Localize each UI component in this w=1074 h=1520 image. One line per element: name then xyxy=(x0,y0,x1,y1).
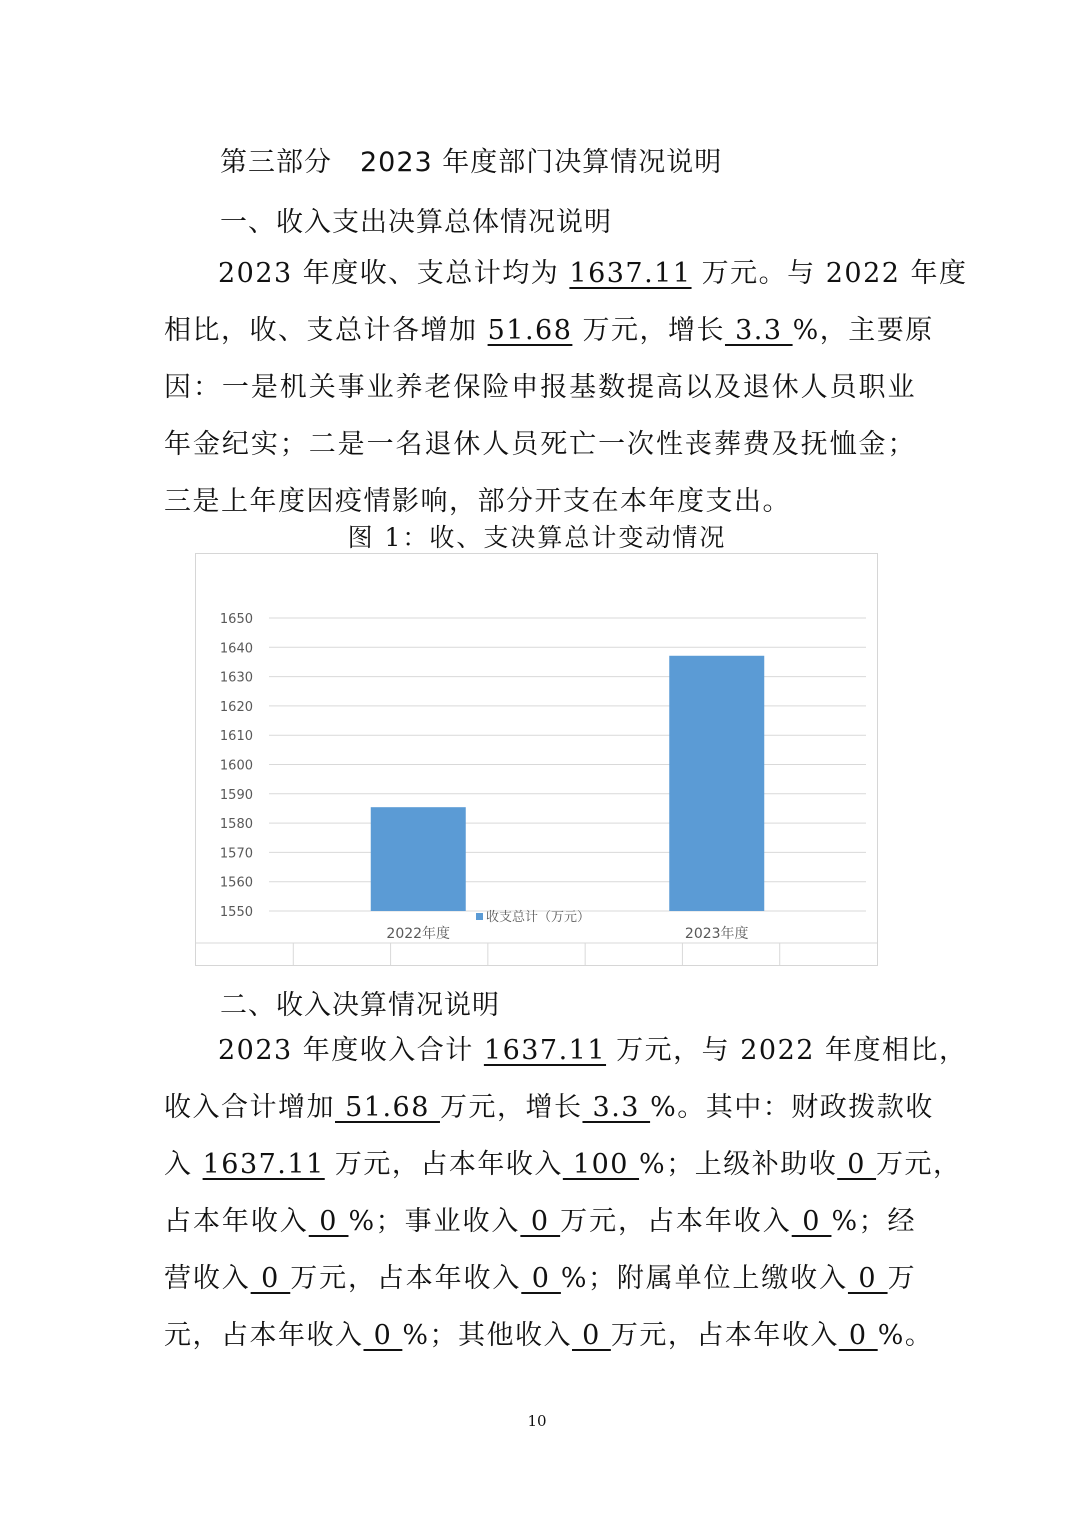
text-segment: 相比，收、支总计各增加 xyxy=(164,315,488,346)
underlined-value: 0 xyxy=(520,1206,561,1237)
y-tick-label: 1630 xyxy=(219,670,253,686)
underlined-value: 0 xyxy=(837,1149,877,1180)
y-tick-label: 1650 xyxy=(219,612,253,627)
section2-heading: 二、收入决算情况说明 xyxy=(220,990,500,1021)
text-segment: 占本年收入 xyxy=(164,1206,309,1237)
bar-2 xyxy=(669,656,764,911)
underlined-value: 51.68 xyxy=(487,315,573,346)
text-line xyxy=(164,416,916,473)
text-segment: 万元，占本年收入 xyxy=(324,1149,563,1180)
text-segment: 收入合计增加 xyxy=(164,1092,335,1123)
text-segment: 万元，与 2022 年度相比， xyxy=(606,1035,968,1066)
underlined-value: 0 xyxy=(791,1206,832,1237)
text-line xyxy=(164,1193,916,1250)
text-segment: 万元，占本年收入 xyxy=(610,1320,839,1351)
underlined-value: 1637.11 xyxy=(483,1035,607,1066)
underlined-value: 0 xyxy=(838,1320,878,1351)
text-segment: 万元，增长 xyxy=(572,315,725,346)
x-tick-label: 2022年度 xyxy=(386,926,451,942)
text-line xyxy=(164,245,968,302)
y-tick-label: 1560 xyxy=(219,875,253,891)
underlined-value: 1637.11 xyxy=(569,258,692,289)
text-segment: 万 xyxy=(887,1263,917,1294)
underlined-value: 1637.11 xyxy=(202,1149,325,1180)
text-line xyxy=(164,1250,916,1307)
y-tick-label: 1600 xyxy=(219,758,253,774)
bar-chart xyxy=(195,553,878,966)
underlined-value: 3.3 xyxy=(724,315,793,346)
text-segment: 万元， xyxy=(876,1149,962,1180)
underlined-value: 100 xyxy=(562,1149,640,1180)
legend-swatch xyxy=(476,913,483,920)
text-segment: 2023 年度收、支总计均为 xyxy=(218,258,570,289)
text-line xyxy=(164,302,934,359)
text-segment: 万元，占本年收入 xyxy=(290,1263,522,1294)
legend-label: 收支总计（万元） xyxy=(486,910,591,925)
part-title: 第三部分 2023 年度部门决算情况说明 xyxy=(220,147,723,178)
text-segment: %；经 xyxy=(831,1206,917,1237)
underlined-value: 0 xyxy=(847,1263,888,1294)
text-line xyxy=(164,1307,934,1364)
y-tick-label: 1640 xyxy=(219,641,253,657)
y-tick-label: 1570 xyxy=(219,846,253,862)
section2-body xyxy=(164,1022,968,1364)
text-segment: %。其中：财政拨款收 xyxy=(650,1092,934,1123)
figure-caption: 图 1：收、支决算总计变动情况 xyxy=(347,523,727,552)
text-segment: 入 xyxy=(164,1149,203,1180)
text-segment: %；上级补助收 xyxy=(639,1149,838,1180)
chart-svg xyxy=(196,554,877,965)
page-number: 10 xyxy=(527,1412,547,1430)
text-line xyxy=(164,1079,934,1136)
y-tick-label: 1550 xyxy=(219,905,253,920)
section1-body xyxy=(164,245,968,530)
underlined-value: 0 xyxy=(363,1320,403,1351)
y-tick-label: 1580 xyxy=(219,817,253,833)
text-segment: 年金纪实；二是一名退休人员死亡一次性丧葬费及抚恤金； xyxy=(164,429,916,460)
section1-heading: 一、收入支出决算总体情况说明 xyxy=(220,207,612,238)
text-segment: 万元，占本年收入 xyxy=(560,1206,792,1237)
underlined-value: 0 xyxy=(308,1206,349,1237)
text-segment: 元，占本年收入 xyxy=(164,1320,364,1351)
y-tick-label: 1610 xyxy=(219,729,253,745)
text-segment: 因：一是机关事业养老保险申报基数提高以及退休人员职业 xyxy=(164,372,916,403)
text-segment: %，主要原 xyxy=(792,315,934,346)
text-segment: 万元，增长 xyxy=(439,1092,583,1123)
text-segment: %；附属单位上缴收入 xyxy=(560,1263,848,1294)
underlined-value: 0 xyxy=(572,1320,611,1351)
text-line xyxy=(164,359,916,416)
text-segment: 万元。与 2022 年度 xyxy=(691,258,968,289)
underlined-value: 0 xyxy=(250,1263,291,1294)
underlined-value: 0 xyxy=(521,1263,561,1294)
text-segment: %；其他收入 xyxy=(402,1320,572,1351)
x-tick-label: 2023年度 xyxy=(684,926,749,942)
text-segment: %。 xyxy=(877,1320,934,1351)
text-segment: 2023 年度收入合计 xyxy=(218,1035,484,1066)
text-line xyxy=(164,1136,962,1193)
underlined-value: 3.3 xyxy=(582,1092,651,1123)
y-tick-label: 1590 xyxy=(219,787,253,803)
y-tick-label: 1620 xyxy=(219,699,253,715)
text-line xyxy=(164,1022,968,1079)
text-segment: 三是上年度因疫情影响，部分开支在本年度支出。 xyxy=(164,486,791,517)
underlined-value: 51.68 xyxy=(335,1092,440,1123)
text-segment: %；事业收入 xyxy=(348,1206,521,1237)
bar-1 xyxy=(371,807,466,911)
text-segment: 营收入 xyxy=(164,1263,251,1294)
